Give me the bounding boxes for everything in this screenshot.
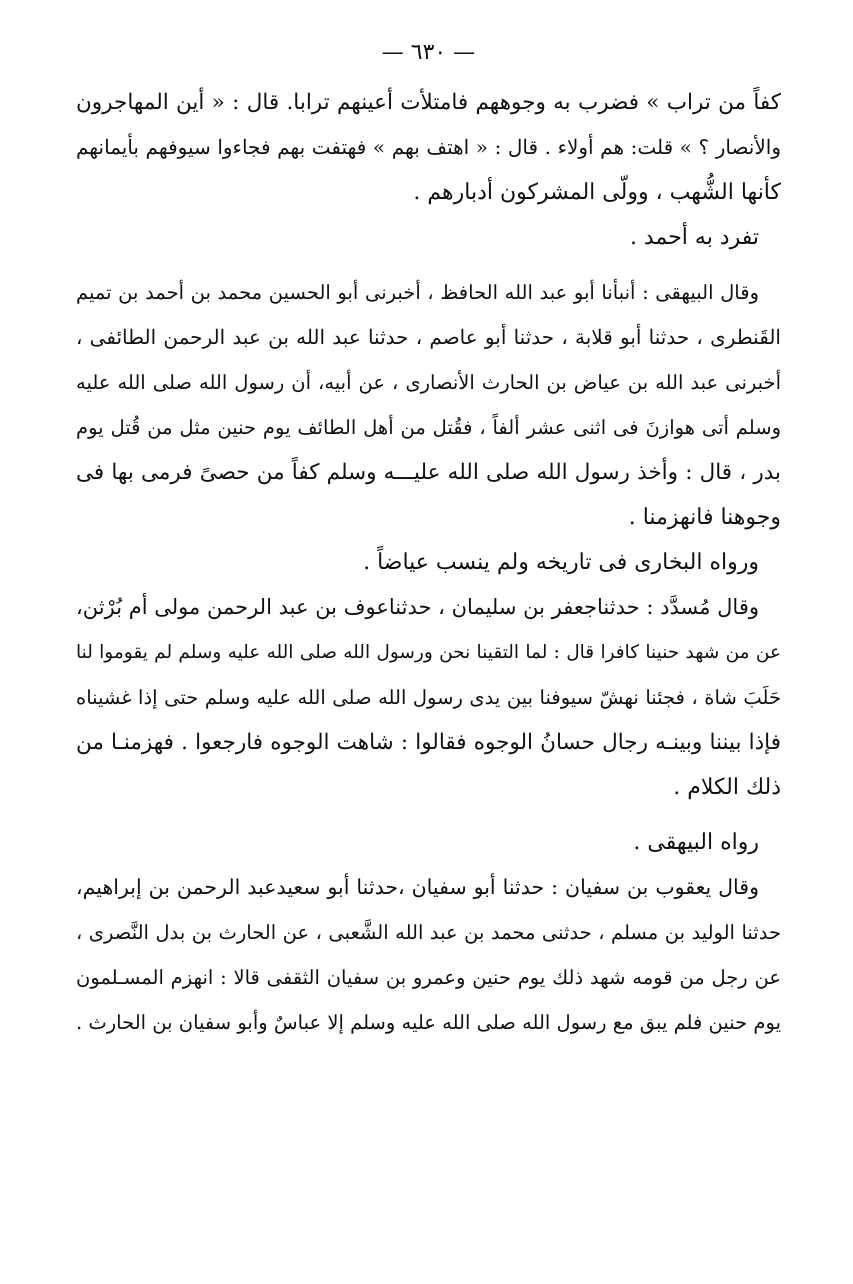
text-line: حدثنا الوليد بن مسلم ، حدثنى محمد بن عبد الله الشَّعبى ، عن الحارث بن بدل النَّصرى ، [76,921,781,944]
text-line: كفاً من تراب » فضرب به وجوههم فامتلأت أعينهم ترابا. قال : « أين المهاجرون [76,90,781,115]
text-line: القَنطرى ، حدثنا أبو قلابة ، حدثنا أبو عاصم ، حدثنا عبد الله بن عبد الرحمن الطائفى ، [76,325,781,349]
text-line: ورواه البخارى فى تاريخه ولم ينسب عياضاً . [363,550,759,575]
text-line: ذلك الكلام . [673,775,781,800]
text-line: وقال مُسدَّد : حدثناجعفر بن سليمان ، حدثناعوف بن عبد الرحمن مولى أم بُرْثن، [76,595,759,619]
text-line: عن رجل من قومه شهد ذلك يوم حنين وعمرو بن سفيان الثقفى قالا : انهزم المسـلمون [76,966,781,989]
text-line: عن من شهد حنينا كافرا قال : لما التقينا نحن ورسول الله صلى الله عليه وسلم لم يقوموا لنا [76,642,781,663]
text-line: يوم حنين فلم يبق مع رسول الله صلى الله عليه وسلم إلا عباسٌ وأبو سفيان بن الحارث . [76,1011,781,1034]
paragraph [76,270,781,540]
paragraph [76,585,781,810]
paragraph [76,80,781,215]
text-line: وقال البيهقى : أنبأنا أبو عبد الله الحافظ ، أخبرنى أبو الحسين محمد بن أحمد بن تميم [76,281,759,304]
text-line: وجوهنا فانهزمنا . [628,505,781,530]
paragraph [76,820,781,865]
paragraph [76,540,781,585]
text-line: كأنها الشُّهب ، وولّى المشركون أدبارهم . [413,180,781,205]
paragraph [76,215,781,260]
text-line: وسلم أتى هوازنَ فى اثنى عشر ألفاً ، فقُتل من أهل الطائف يوم حنين مثل من قُتل يوم [76,416,781,439]
text-line: فإذا بيننا وبينـه رجال حسانُ الوجوه فقالوا : شاهت الوجوه فارجعوا . فهزمنـا من [76,730,781,755]
text-line: تفرد به أحمد . [629,225,759,250]
page-number: — ٦٣٠ — [381,40,476,65]
text-line: والأنصار ؟ » قلت: هم أولاء . قال : « اهتف بهم » فهتفت بهم فجاءوا سيوفهم بأيمانهم [76,135,781,159]
text-line: وقال يعقوب بن سفيان : حدثنا أبو سفيان ،حدثنا أبو سعيدعبد الرحمن بن إبراهيم، [76,875,759,899]
text-line: أخبرنى عبد الله بن عياض بن الحارث الأنصارى ، عن أبيه، أن رسول الله صلى الله عليه [76,371,781,394]
paragraph [76,865,781,1045]
text-line: بدر ، قال : وأخذ رسول الله صلى الله عليـــه وسلم كفاً من حصىً فرمى بها فى [76,460,781,485]
text-line: حَلَبَ شاة ، فجئنا نهشّ سيوفنا بين يدى رسول الله صلى الله عليه وسلم حتى إذا غشيناه [76,686,781,709]
text-line: رواه البيهقى . [633,830,759,855]
